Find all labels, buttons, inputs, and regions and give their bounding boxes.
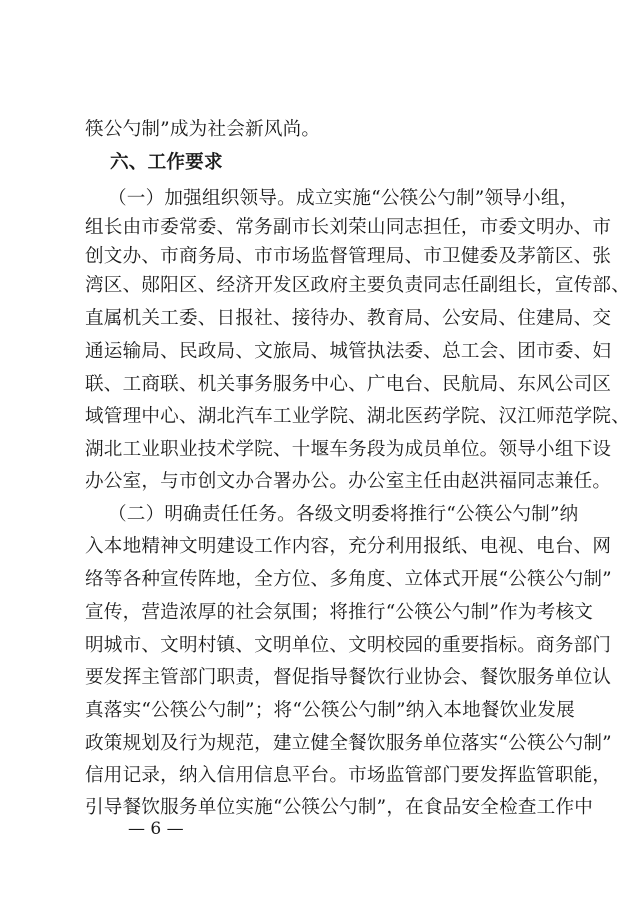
- text-line: 域管理中心、湖北汽车工业学院、湖北医药学院、汉江师范学院、: [85, 406, 631, 427]
- text-line: 真落实“公筷公勺制”；将“公筷公勺制”纳入本地餐饮业发展: [85, 700, 575, 721]
- text-line: 湾区、郧阳区、经济开发区政府主要负责同志任副组长，宣传部、: [85, 275, 631, 296]
- text-line: 筷公勺制”成为社会新风尚。: [85, 119, 321, 140]
- text-line: 宣传，营造浓厚的社会氛围；将推行“公筷公勺制”作为考核文: [85, 602, 594, 623]
- paragraph-start: （一）加强组织领导。成立实施“公筷公勺制”领导小组，: [108, 188, 579, 209]
- text-line: 政策规划及行为规范，建立健全餐饮服务单位落实“公筷公勺制”: [85, 733, 612, 754]
- page-number: — 6 —: [128, 819, 184, 839]
- section-heading: 六、工作要求: [110, 152, 223, 173]
- text-line: 办公室，与市创文办合署办公。办公室主任由赵洪福同志兼任。: [85, 471, 612, 492]
- text-line: 组长由市委常委、常务副市长刘荣山同志担任，市委文明办、市: [85, 217, 612, 238]
- text-line: 通运输局、民政局、文旅局、城管执法委、总工会、团市委、妇: [85, 341, 612, 362]
- text-line: 要发挥主管部门职责，督促指导餐饮行业协会、餐饮服务单位认: [85, 667, 612, 688]
- text-line: 入本地精神文明建设工作内容，充分利用报纸、电视、电台、网: [85, 536, 612, 557]
- text-line: 联、工商联、机关事务服务中心、广电台、民航局、东风公司区: [85, 374, 612, 395]
- text-line: 络等各种宣传阵地，全方位、多角度、立体式开展“公筷公勺制”: [85, 569, 612, 590]
- text-line: 引导餐饮服务单位实施“公筷公勺制”，在食品安全检查工作中: [85, 797, 594, 818]
- paragraph-start: （二）明确责任任务。各级文明委将推行“公筷公勺制”纳: [108, 504, 579, 525]
- text-line: 明城市、文明村镇、文明单位、文明校园的重要指标。商务部门: [85, 635, 612, 656]
- text-line: 创文办、市商务局、市市场监督管理局、市卫健委及茅箭区、张: [85, 246, 612, 267]
- text-line: 湖北工业职业技术学院、十堰车务段为成员单位。领导小组下设: [85, 439, 612, 460]
- text-line: 信用记录，纳入信用信息平台。市场监管部门要发挥监管职能，: [85, 765, 612, 786]
- text-line: 直属机关工委、日报社、接待办、教育局、公安局、住建局、交: [85, 308, 612, 329]
